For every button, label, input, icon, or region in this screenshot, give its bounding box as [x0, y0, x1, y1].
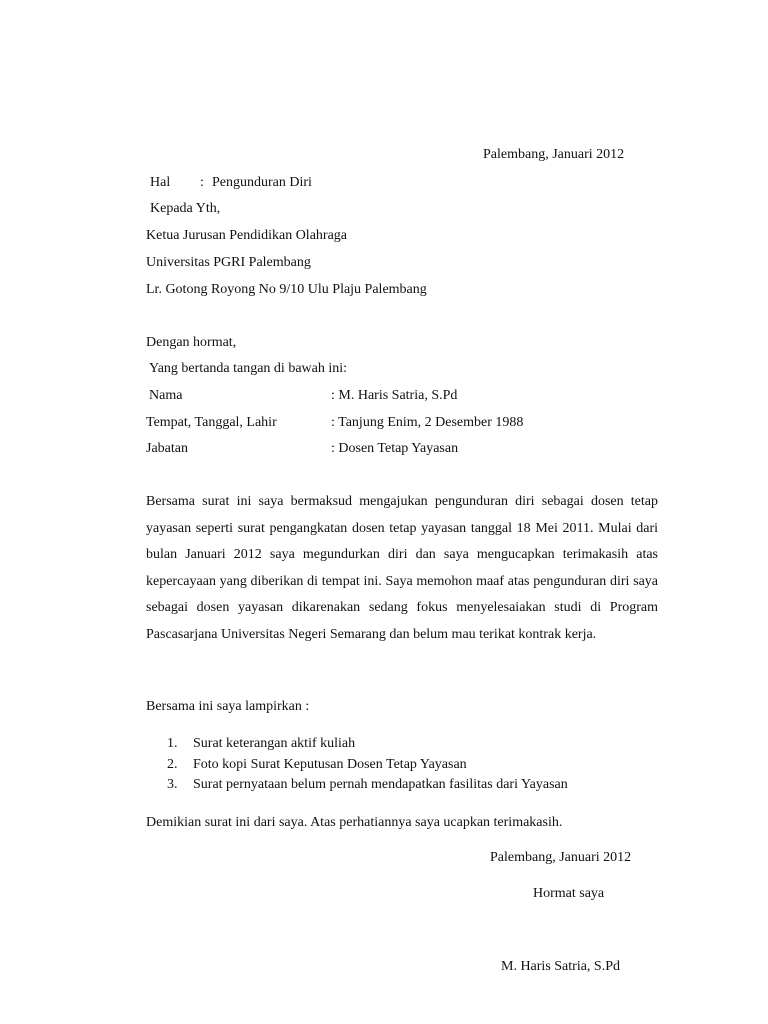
identity-label-position: Jabatan: [146, 441, 188, 456]
list-item-number: 1.: [167, 736, 178, 751]
recipient-line-3: Lr. Gotong Royong No 9/10 Ulu Plaju Palembang: [146, 282, 427, 297]
identity-label-name: Nama: [149, 388, 183, 403]
identity-value-position: : Dosen Tetap Yayasan: [331, 441, 459, 456]
salutation: Dengan hormat,: [146, 335, 237, 350]
list-item-number: 2.: [167, 756, 178, 772]
subject-separator: :: [200, 175, 204, 190]
identity-label-birth: Tempat, Tanggal, Lahir: [146, 415, 277, 430]
recipient-line-2: Universitas PGRI Palembang: [146, 255, 311, 270]
subject-label: Hal: [150, 175, 171, 190]
list-item-number: 3.: [167, 777, 178, 792]
recipient-line-1: Ketua Jurusan Pendidikan Olahraga: [146, 228, 347, 243]
closing-place-date: Palembang, Januari 2012: [490, 850, 632, 865]
signatory-name: M. Haris Satria, S.Pd: [501, 959, 620, 974]
identity-value-birth: : Tanjung Enim, 2 Desember 1988: [331, 415, 524, 430]
list-item-text: Surat keterangan aktif kuliah: [193, 736, 356, 751]
attachments-intro: Bersama ini saya lampirkan :: [146, 699, 310, 714]
subject-value: Pengunduran Diri: [212, 175, 312, 190]
intro-line: Yang bertanda tangan di bawah ini:: [149, 361, 348, 376]
list-item-text: Surat pernyataan belum pernah mendapatkan fasilitas dari Yayasan: [193, 777, 568, 792]
identity-value-name: : M. Haris Satria, S.Pd: [331, 388, 458, 403]
closing-statement: Demikian surat ini dari saya. Atas perhatiannya saya ucapkan terimakasih.: [146, 815, 563, 830]
closing-regards: Hormat saya: [533, 886, 605, 901]
recipient-greeting: Kepada Yth,: [150, 201, 221, 216]
body-paragraph: Bersama surat ini saya bermaksud mengajukan pengunduran diri sebagai dosen tetap yayasan seperti surat pengangkatan dosen tetap yayasan tanggal 18 Mei 2011. Mulai dari bulan Januari 2012 saya megundurkan diri dan saya mengucapkan terimakasih atas kepercayaan yang diberikan di tempat ini. Saya memohon maaf atas pengunduran diri saya sebagai dosen yayasan dikarenakan sedang fokus menyelesaiakan studi di Program Pascasarjana Universitas Negeri Semarang dan belum mau terikat kontrak kerja.: [146, 494, 658, 642]
list-item-text: Foto kopi Surat Keputusan Dosen Tetap Yayasan: [193, 756, 467, 772]
header-place-date: Palembang, Januari 2012: [483, 147, 625, 162]
